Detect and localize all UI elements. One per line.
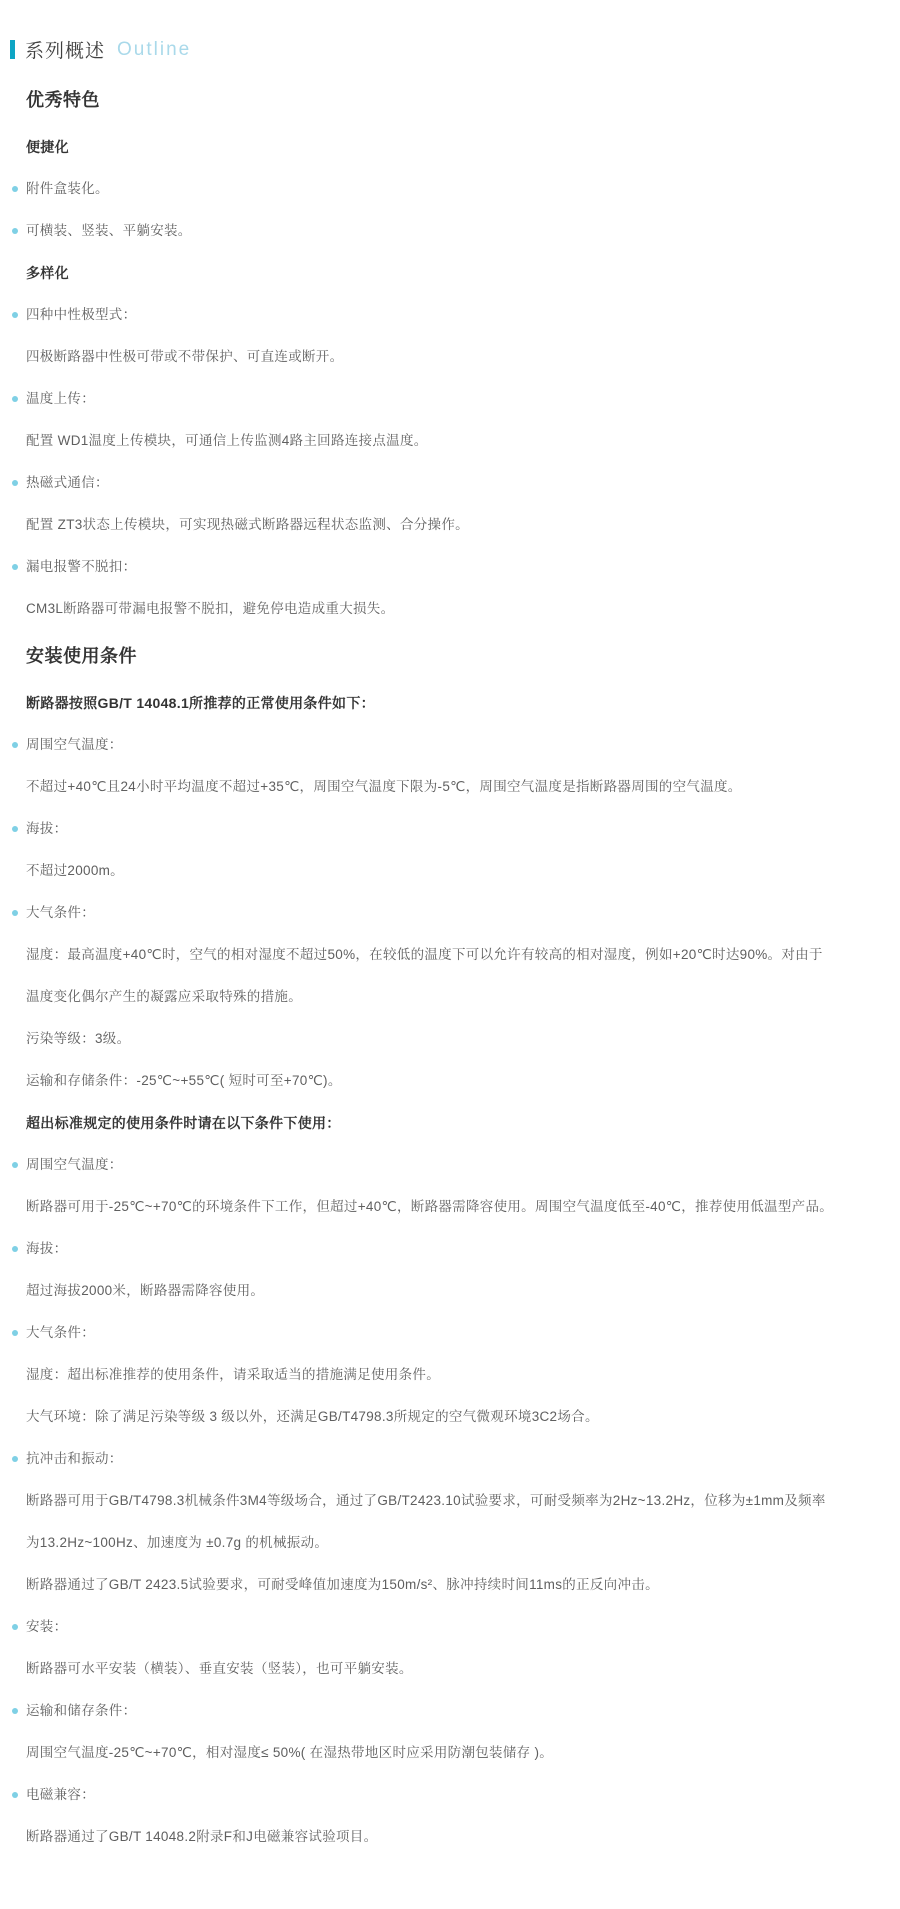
bullet-label: 四种中性极型式：: [26, 307, 137, 322]
bullet-item: [0, 179, 880, 199]
paragraph-line: 不超过+40℃且24小时平均温度不超过+35℃，周围空气温度下限为-5℃，周围空气温度是指断路器周围的空气温度。: [26, 779, 742, 794]
paragraph-line: 断路器通过了GB/T 2423.5试验要求，可耐受峰值加速度为150m/s²、脉冲持续时间11ms的正反向冲击。: [26, 1577, 659, 1592]
paragraph-line: 不超过2000m。: [26, 863, 124, 878]
bullet-item: [0, 1701, 880, 1721]
paragraph-line: 污染等级：3级。: [26, 1031, 131, 1046]
page-subtitle: Outline: [117, 38, 192, 60]
paragraph-line: 配置 ZT3状态上传模块，可实现热磁式断路器远程状态监测、合分操作。: [26, 517, 469, 532]
bullet-label: 附件盒装化。: [26, 181, 109, 196]
bullet-label: 海拔：: [26, 821, 68, 836]
bullet-item: [0, 1323, 880, 1343]
bullet-label: 可横装、竖装、平躺安装。: [26, 223, 192, 238]
paragraph-line: 湿度：最高温度+40℃时，空气的相对湿度不超过50%，在较低的温度下可以允许有较高的相对湿度，例如+20℃时达90%。对由于: [26, 947, 823, 962]
bullet-label: 周围空气温度：: [26, 737, 123, 752]
bullet-item: [0, 305, 880, 325]
bullet-dot-icon: [12, 1708, 18, 1714]
section-header: [0, 36, 880, 63]
bullet-label: 海拔：: [26, 1241, 68, 1256]
bullet-dot-icon: [12, 480, 18, 486]
paragraph-line: 配置 WD1温度上传模块，可通信上传监测4路主回路连接点温度。: [26, 433, 428, 448]
bullet-item: [0, 1449, 880, 1469]
bullet-dot-icon: [12, 910, 18, 916]
paragraph-line: 断路器通过了GB/T 14048.2附录F和J电磁兼容试验项目。: [26, 1829, 378, 1844]
paragraph-line: 四极断路器中性极可带或不带保护、可直连或断开。: [26, 349, 344, 364]
bullet-dot-icon: [12, 1246, 18, 1252]
bullet-item: [0, 473, 880, 493]
paragraph-line: 运输和存储条件：-25℃~+55℃( 短时可至+70℃)。: [26, 1073, 342, 1088]
bullet-item: [0, 557, 880, 577]
paragraph-line: 湿度：超出标准推荐的使用条件，请采取适当的措施满足使用条件。: [26, 1367, 440, 1382]
bullet-item: [0, 1155, 880, 1175]
subheading: 多样化: [26, 265, 69, 281]
subheading: 断路器按照GB/T 14048.1所推荐的正常使用条件如下：: [26, 695, 375, 711]
document-content: [0, 89, 880, 1847]
section-heading: 安装使用条件: [26, 646, 137, 666]
bullet-dot-icon: [12, 1624, 18, 1630]
bullet-item: [0, 903, 880, 923]
bullet-item: [0, 389, 880, 409]
bullet-item: [0, 1239, 880, 1259]
bullet-dot-icon: [12, 186, 18, 192]
paragraph-line: CM3L断路器可带漏电报警不脱扣，避免停电造成重大损失。: [26, 601, 395, 616]
bullet-label: 大气条件：: [26, 905, 95, 920]
bullet-dot-icon: [12, 1330, 18, 1336]
bullet-label: 抗冲击和振动：: [26, 1451, 123, 1466]
bullet-label: 热磁式通信：: [26, 475, 109, 490]
bullet-item: [0, 221, 880, 241]
bullet-label: 周围空气温度：: [26, 1157, 123, 1172]
bullet-label: 大气条件：: [26, 1325, 95, 1340]
bullet-item: [0, 735, 880, 755]
paragraph-line: 断路器可水平安装（横装）、垂直安装（竖装），也可平躺安装。: [26, 1661, 413, 1676]
bullet-label: 温度上传：: [26, 391, 95, 406]
subheading: 便捷化: [26, 139, 69, 155]
paragraph-line: 温度变化偶尔产生的凝露应采取特殊的措施。: [26, 989, 302, 1004]
paragraph-line: 为13.2Hz~100Hz、加速度为 ±0.7g 的机械振动。: [26, 1535, 329, 1550]
bullet-item: [0, 819, 880, 839]
bullet-dot-icon: [12, 1456, 18, 1462]
subheading: 超出标准规定的使用条件时请在以下条件下使用：: [26, 1115, 341, 1131]
bullet-dot-icon: [12, 1792, 18, 1798]
page-title: 系列概述: [25, 41, 106, 62]
paragraph-line: 断路器可用于-25℃~+70℃的环境条件下工作，但超过+40℃，断路器需降容使用。周围空气温度低至-40℃，推荐使用低温型产品。: [26, 1199, 834, 1214]
bullet-dot-icon: [12, 396, 18, 402]
bullet-label: 运输和储存条件：: [26, 1703, 137, 1718]
paragraph-line: 大气环境：除了满足污染等级 3 级以外，还满足GB/T4798.3所规定的空气微观环境3C2场合。: [26, 1409, 599, 1424]
bullet-dot-icon: [12, 1162, 18, 1168]
bullet-dot-icon: [12, 564, 18, 570]
bullet-item: [0, 1617, 880, 1637]
accent-bar-icon: [10, 40, 15, 59]
bullet-dot-icon: [12, 228, 18, 234]
bullet-dot-icon: [12, 742, 18, 748]
bullet-dot-icon: [12, 312, 18, 318]
paragraph-line: 断路器可用于GB/T4798.3机械条件3M4等级场合，通过了GB/T2423.10试验要求，可耐受频率为2Hz~13.2Hz，位移为±1mm及频率: [26, 1493, 826, 1508]
bullet-label: 漏电报警不脱扣：: [26, 559, 137, 574]
bullet-item: [0, 1785, 880, 1805]
paragraph-line: 超过海拔2000米，断路器需降容使用。: [26, 1283, 265, 1298]
bullet-dot-icon: [12, 826, 18, 832]
bullet-label: 电磁兼容：: [26, 1787, 95, 1802]
paragraph-line: 周围空气温度-25℃~+70℃，相对湿度≤ 50%( 在湿热带地区时应采用防潮包装储存 )。: [26, 1745, 554, 1760]
bullet-label: 安装：: [26, 1619, 68, 1634]
section-heading: 优秀特色: [26, 90, 100, 110]
